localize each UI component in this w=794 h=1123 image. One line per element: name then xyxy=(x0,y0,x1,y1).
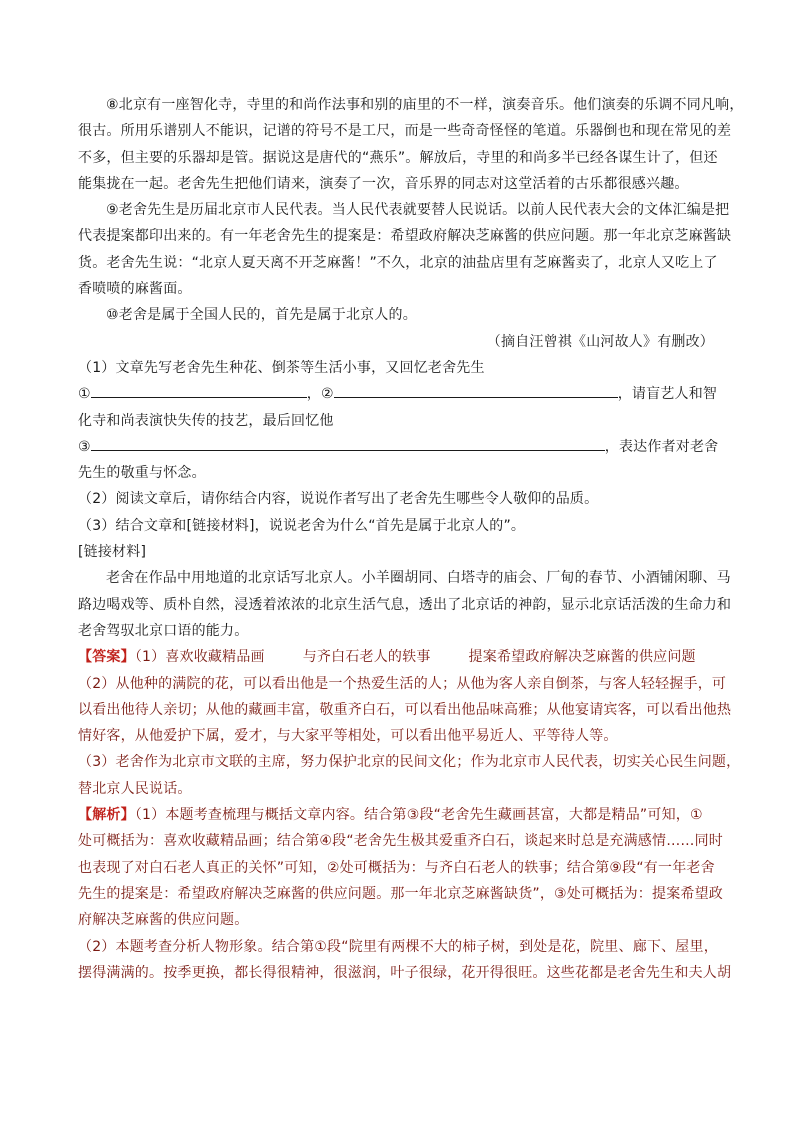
text-line: 老舍驾驭北京口语的能力。 xyxy=(78,622,249,639)
analysis-tag: 【解析】 xyxy=(78,807,135,824)
answer-blank-1[interactable] xyxy=(91,382,307,398)
paragraph-8 xyxy=(78,92,744,197)
text-line: 摆得满满的。按季更换，都长得很精神，很滋润，叶子很绿，花开得很旺。这些花都是老舍先生和夫人胡 xyxy=(78,964,732,981)
blank-marker-1: ① xyxy=(78,386,91,403)
question-1-blank-3-row xyxy=(78,434,718,460)
answer-1-part-1: （1）喜欢收藏精品画 xyxy=(134,649,265,666)
text-line: 以看出他待人亲切；从他的藏画丰富，敬重齐白石，可以看出他品味高雅；从他宴请宾客，可以看出他热 xyxy=(78,701,732,718)
answer-1-row xyxy=(78,644,718,670)
analysis-first-row xyxy=(78,802,718,828)
document-page xyxy=(78,92,744,986)
text-line: 代表提案都印出来的。有一年老舍先生的提案是：希望政府解决芝麻酱的供应问题。那一年北京芝麻酱缺 xyxy=(78,228,732,245)
text-line: （3）老舍作为北京市文联的主席，努力保护北京的民间文化；作为北京市人民代表，切实关心民生问题， xyxy=(78,754,741,771)
text-line: 情好客，从他爱护下属，爱才，与大家平等相处，可以看出他平易近人、平等待人等。 xyxy=(78,728,618,745)
analysis-body xyxy=(78,828,732,986)
blank-marker-3: ③ xyxy=(78,438,91,455)
text-line: ⑧北京有一座智化寺，寺里的和尚作法事和别的庙里的不一样，演奏音乐。他们演奏的乐调不同凡响， xyxy=(106,97,744,113)
answer-1-part-3: 提案希望政府解决芝麻酱的供应问题 xyxy=(468,649,696,666)
question-2: （2）阅读文章后，请你结合内容，说说作者写出了老舍先生哪些令人敬仰的品质。 xyxy=(78,491,599,508)
text-line: （2）从他种的满院的花，可以看出他是一个热爱生活的人；从他为客人亲自倒茶，与客人轻轻握手，可 xyxy=(78,675,727,692)
answer-2 xyxy=(78,671,732,750)
text-line: 府解决芝麻酱的供应问题。 xyxy=(78,912,249,929)
paragraph-9 xyxy=(78,197,732,302)
text-line: 货。老舍先生说：“北京人夏天离不开芝麻酱！”不久，北京的油盐店里有芝麻酱卖了，北京人又吃上了 xyxy=(78,254,718,271)
link-material-body xyxy=(78,565,732,644)
question-1-line-3: 化寺和尚表演快失传的技艺，最后回忆他 xyxy=(78,412,334,429)
question-1-blanks-row xyxy=(78,381,718,407)
text-line: 先生的提案是：希望政府解决芝麻酱的供应问题。那一年北京芝麻酱缺货”，③处可概括为：提案希望政 xyxy=(78,885,724,902)
analysis-first-line: （1）本题考查梳理与概括文章内容。结合第③段“老舍先生藏画甚富，大都是精品”可知，① xyxy=(134,807,703,824)
text-line: 替北京人民说话。 xyxy=(78,780,192,797)
text-line: （2）本题考查分析人物形象。结合第①段“院里有两棵不大的柿子树，到处是花，院里、廊下、屋里， xyxy=(78,938,718,955)
source-citation: （摘自汪曾祺《山河故人》有删改） xyxy=(486,333,714,350)
question-1-continuation: ，请盲艺人和智 xyxy=(617,386,718,403)
blank-separator: ，② xyxy=(306,386,334,403)
text-line: 能集拢在一起。老舍先生把他们请来，演奏了一次，音乐界的同志对这堂活着的古乐都很感兴趣。 xyxy=(78,175,689,192)
text-line: 路边喝戏等、质朴自然，浸透着浓浓的北京生活气息，透出了北京话的神韵，显示北京话活泼的生命力和 xyxy=(78,596,732,613)
paragraph-10: ⑩老舍是属于全国人民的，首先是属于北京人的。 xyxy=(106,307,417,324)
text-line: 很古。所用乐谱别人不能识，记谱的符号不是工尺，而是一些奇奇怪怪的笔道。乐器倒也和现在常见的差 xyxy=(78,123,732,140)
answer-tag: 【答案】 xyxy=(78,649,135,666)
answer-3 xyxy=(78,749,741,802)
text-line: 处可概括为：喜欢收藏精品画；结合第④段“老舍先生极其爱重齐白石，谈起来时总是充满感情……同时 xyxy=(78,833,724,850)
text-line: 不多，但主要的乐器却是管。据说这是唐代的“燕乐”。解放后，寺里的和尚多半已经各谋生计了，但还 xyxy=(78,149,718,166)
text-line: 也表现了对白石老人真正的关怀”可知，②处可概括为：与齐白石老人的轶事；结合第⑨段“有一年老舍 xyxy=(78,859,715,876)
text-line: 香喷喷的麻酱面。 xyxy=(78,281,192,298)
question-3: （3）结合文章和[链接材料]，说说老舍为什么“首先是属于北京人的”。 xyxy=(78,517,526,534)
question-1-intro: （1）文章先写老舍先生种花、倒茶等生活小事，又回忆老舍先生 xyxy=(78,359,485,376)
text-line: ⑨老舍先生是历届北京市人民代表。当人民代表就要替人民说话。以前人民代表大会的文体汇编是把 xyxy=(106,202,730,219)
answer-blank-2[interactable] xyxy=(334,382,618,398)
question-1-continuation-2: ，表达作者对老舍 xyxy=(604,438,719,455)
link-material-heading: [链接材料] xyxy=(78,544,147,561)
text-line: 老舍在作品中用地道的北京话写北京人。小羊圈胡同、白塔寺的庙会、厂甸的春节、小酒铺闲聊、马 xyxy=(106,570,731,587)
answer-blank-3[interactable] xyxy=(91,435,605,451)
answer-1-part-2: 与齐白石老人的轶事 xyxy=(302,649,431,666)
question-1-line-5: 先生的敬重与怀念。 xyxy=(78,465,206,482)
